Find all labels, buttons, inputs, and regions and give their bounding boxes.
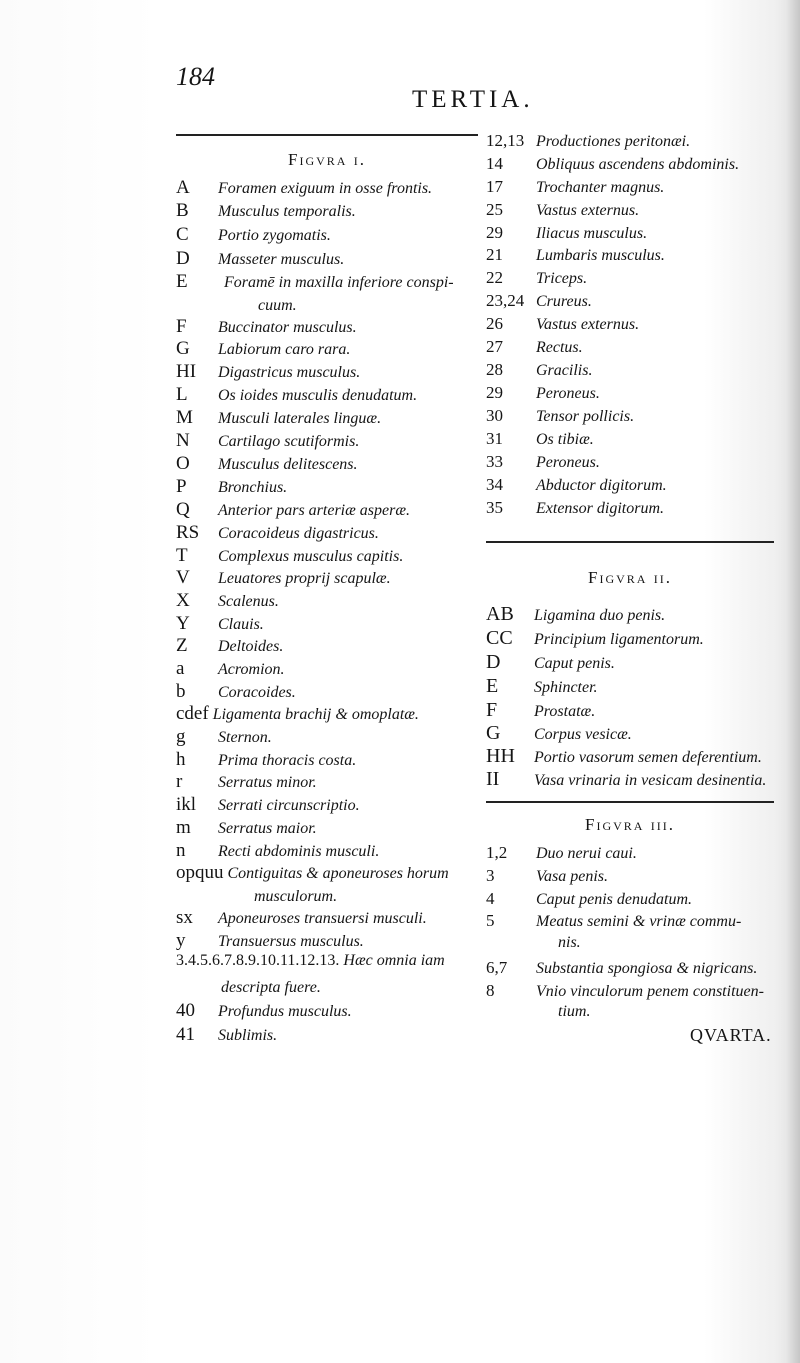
entry-continuation: nis. <box>558 934 581 951</box>
legend-entry <box>176 316 357 338</box>
entry-text: Masseter musculus. <box>218 251 345 268</box>
entry-label: 8 <box>486 981 495 1000</box>
legend-entry <box>176 771 317 793</box>
entry-label: F <box>176 316 187 337</box>
entry-label: 4 <box>486 889 495 908</box>
entry-continuation: cuum. <box>258 297 297 314</box>
entry-text: Prima thoracis costa. <box>218 752 357 769</box>
legend-entry <box>176 407 381 429</box>
entry-text: Portio zygomatis. <box>218 227 331 244</box>
legend-entry <box>486 911 741 931</box>
entry-label: 29 <box>486 383 503 402</box>
legend-entry <box>486 337 583 357</box>
legend-entry <box>176 430 359 452</box>
legend-entry <box>486 131 690 151</box>
entry-label: 30 <box>486 406 503 425</box>
legend-entry <box>486 745 762 768</box>
entry-text: Profundus musculus. <box>218 1003 352 1020</box>
legend-entry <box>486 889 692 909</box>
legend-entry <box>176 635 283 657</box>
entry-text: Coracoideus digastricus. <box>218 525 379 542</box>
figura-3-rule <box>486 801 774 803</box>
legend-entry <box>176 545 403 567</box>
legend-entry <box>486 843 637 863</box>
entry-text: Serrati circunscriptio. <box>218 797 360 814</box>
legend-entry <box>486 360 592 380</box>
entry-text: Substantia spongiosa & nigricans. <box>536 960 758 977</box>
legend-entry <box>176 930 364 952</box>
entry-label: a <box>176 658 185 679</box>
legend-entry <box>486 200 639 220</box>
legend-entry <box>176 749 356 771</box>
entry-label: 35 <box>486 498 503 517</box>
entry-label: 31 <box>486 429 503 448</box>
entry-label: 23,24 <box>486 291 525 310</box>
entry-label: ikl <box>176 794 197 815</box>
legend-entry <box>176 200 356 222</box>
legend-entry <box>486 651 615 674</box>
legend-entry <box>486 958 757 978</box>
entry-label: 1,2 <box>486 843 508 862</box>
entry-text: Corpus vesicæ. <box>534 726 632 743</box>
entry-label: m <box>176 817 191 838</box>
entry-label: 5 <box>486 911 495 930</box>
catchword: QVARTA. <box>690 1025 772 1045</box>
legend-entry <box>176 952 445 970</box>
entry-text: Peroneus. <box>536 385 600 402</box>
entry-text: Gracilis. <box>536 362 593 379</box>
legend-entry <box>486 314 639 334</box>
entry-text: Trochanter magnus. <box>536 179 665 196</box>
legend-entry <box>486 406 634 426</box>
entry-text: Peroneus. <box>536 454 600 471</box>
entry-text: Deltoides. <box>218 638 284 655</box>
entry-label: L <box>176 384 188 405</box>
entry-label: 26 <box>486 314 503 333</box>
entry-label: HI <box>176 361 197 382</box>
entry-text: Vastus externus. <box>536 316 640 333</box>
entry-label: V <box>176 567 190 588</box>
entry-text: Obliquus ascendens abdominis. <box>536 156 740 173</box>
entry-text: Musculus temporalis. <box>218 203 356 220</box>
entry-label: y <box>176 930 186 951</box>
left-top-rule <box>176 134 478 136</box>
entry-text: Portio vasorum semen deferentium. <box>534 749 762 766</box>
entry-text: Transuersus musculus. <box>218 933 364 950</box>
legend-entry <box>486 268 587 288</box>
entry-label: O <box>176 453 190 474</box>
entry-text: Prostatæ. <box>534 703 596 720</box>
entry-text: Leuatores proprij scapulæ. <box>218 570 391 587</box>
entry-text: Vasa vrinaria in vesicam desinentia. <box>534 772 767 789</box>
legend-entry <box>176 567 391 589</box>
legend-entry <box>486 452 600 472</box>
entry-text: Clauis. <box>218 616 264 633</box>
entry-label: G <box>176 338 190 359</box>
entry-label: 6,7 <box>486 958 508 977</box>
entry-label: Z <box>176 635 188 656</box>
entry-text: Anterior pars arteriæ asperæ. <box>218 502 411 519</box>
figura-1-title: Figvra i. <box>288 150 366 169</box>
entry-continuation: musculorum. <box>254 888 338 905</box>
entry-label: N <box>176 430 190 451</box>
entry-text: Labiorum caro rara. <box>218 341 351 358</box>
legend-entry <box>176 499 410 521</box>
entry-text: Vastus externus. <box>536 202 640 219</box>
legend-entry <box>486 722 632 745</box>
entry-label: r <box>176 771 183 792</box>
entry-text: Foramen exiguum in osse frontis. <box>218 180 433 197</box>
entry-text: Rectus. <box>536 339 583 356</box>
entry-label: II <box>486 768 500 790</box>
legend-entry <box>486 223 647 243</box>
entry-text: Crureus. <box>536 293 592 310</box>
running-head: TERTIA. <box>412 86 534 113</box>
entry-text: Iliacus musculus. <box>536 225 648 242</box>
entry-label: opquu <box>176 862 224 883</box>
legend-entry <box>176 224 331 246</box>
legend-entry <box>176 453 358 475</box>
entry-label: E <box>486 675 499 697</box>
entry-label: Y <box>176 613 190 634</box>
legend-entry <box>176 862 449 884</box>
figura-3-title: Figvra iii. <box>585 815 675 834</box>
entry-text: Buccinator musculus. <box>218 319 357 336</box>
entry-label: CC <box>486 627 513 649</box>
entry-label: n <box>176 840 186 861</box>
entry-text: Ligamina duo penis. <box>534 607 666 624</box>
entry-text: Serratus maior. <box>218 820 317 837</box>
entry-label: E <box>176 271 188 292</box>
entry-text: Aponeuroses transuersi musculi. <box>218 910 427 927</box>
legend-entry <box>176 1000 352 1022</box>
legend-entry <box>176 1024 277 1046</box>
legend-entry <box>486 429 594 449</box>
entry-text: Meatus semini & vrinæ commu- <box>536 913 742 930</box>
legend-entry <box>176 338 350 360</box>
entry-text: Sublimis. <box>218 1027 278 1044</box>
entry-label: cdef <box>176 703 209 724</box>
entry-label: 41 <box>176 1024 195 1045</box>
legend-entry <box>176 476 287 498</box>
legend-entry <box>176 840 379 862</box>
entry-text: Lumbaris musculus. <box>536 247 665 264</box>
entry-label: 12,13 <box>486 131 525 150</box>
entry-label: B <box>176 200 189 221</box>
entry-label: h <box>176 749 186 770</box>
legend-entry <box>176 726 272 748</box>
entry-label: 3.4.5.6.7.8.9.10.11.12.13. <box>176 952 340 969</box>
entry-label: HH <box>486 745 515 767</box>
legend-entry <box>176 177 432 199</box>
legend-entry <box>176 794 360 816</box>
entry-text: Sphincter. <box>534 679 598 696</box>
entry-label: 34 <box>486 475 503 494</box>
entry-label: sx <box>176 907 193 928</box>
entry-text: Scalenus. <box>218 593 279 610</box>
entry-text: Digastricus musculus. <box>218 364 361 381</box>
legend-entry <box>176 271 454 293</box>
entry-label: D <box>486 651 501 673</box>
page-edge-shadow <box>786 0 800 1363</box>
legend-entry <box>486 627 704 650</box>
legend-entry <box>486 675 598 698</box>
entry-label: A <box>176 177 190 198</box>
legend-entry <box>486 866 608 886</box>
entry-text: Ligamenta brachij & omoplatæ. <box>212 706 419 723</box>
legend-entry <box>486 291 592 311</box>
figura-2-rule <box>486 541 774 543</box>
entry-label: 25 <box>486 200 503 219</box>
entry-label: 27 <box>486 337 503 356</box>
entry-text: Musculi laterales linguæ. <box>218 410 382 427</box>
entry-text: Caput penis denudatum. <box>536 891 692 908</box>
entry-label: G <box>486 722 501 744</box>
legend-entry <box>176 361 360 383</box>
entry-label: 40 <box>176 1000 195 1021</box>
entry-text: Foramē in maxilla inferiore conspi- <box>224 274 454 291</box>
entry-label: F <box>486 699 498 721</box>
page-number: 184 <box>176 62 215 91</box>
entry-label: X <box>176 590 190 611</box>
entry-label: 21 <box>486 245 503 264</box>
entry-text: Serratus minor. <box>218 774 317 791</box>
figura-2-title: Figvra ii. <box>588 568 672 587</box>
entry-text: Contiguitas & aponeuroses horum <box>227 865 449 882</box>
legend-entry <box>486 498 664 518</box>
entry-label: 28 <box>486 360 503 379</box>
entry-label: RS <box>176 522 200 543</box>
legend-entry <box>176 658 285 680</box>
legend-entry <box>486 154 739 174</box>
entry-text: Bronchius. <box>218 479 288 496</box>
legend-entry <box>176 907 427 929</box>
entry-text: Vnio vinculorum penem constituen- <box>536 983 764 1000</box>
entry-text: Coracoides. <box>218 684 296 701</box>
legend-entry <box>176 681 296 703</box>
entry-text: Duo nerui caui. <box>536 845 637 862</box>
entry-label: M <box>176 407 193 428</box>
entry-text: Caput penis. <box>534 655 615 672</box>
entry-text: Os tibiæ. <box>536 431 594 448</box>
entry-text: Cartilago scutiformis. <box>218 433 360 450</box>
entry-text: Os ioides musculis denudatum. <box>218 387 418 404</box>
entry-label: 33 <box>486 452 503 471</box>
entry-text: Principium ligamentorum. <box>534 631 704 648</box>
legend-entry <box>176 248 344 270</box>
entry-text: Triceps. <box>536 270 588 287</box>
entry-label: 14 <box>486 154 503 173</box>
entry-text: Acromion. <box>218 661 285 678</box>
entry-label: T <box>176 545 188 566</box>
legend-entry <box>176 384 417 406</box>
entry-label: AB <box>486 603 514 625</box>
legend-entry <box>486 768 766 791</box>
entry-text: Complexus musculus capitis. <box>218 548 404 565</box>
legend-entry <box>176 522 379 544</box>
entry-label: C <box>176 224 189 245</box>
entry-text: Extensor digitorum. <box>536 500 664 517</box>
entry-label: 22 <box>486 268 503 287</box>
legend-entry <box>176 703 419 725</box>
legend-entry <box>176 590 279 612</box>
entry-label: Q <box>176 499 190 520</box>
entry-text: Hæc omnia iam <box>343 952 445 969</box>
legend-entry <box>486 699 595 722</box>
legend-entry <box>486 603 665 626</box>
legend-entry <box>176 613 264 635</box>
entry-label: 17 <box>486 177 503 196</box>
entry-label: P <box>176 476 187 497</box>
entry-continuation: descripta fuere. <box>221 979 321 996</box>
legend-entry <box>486 475 667 495</box>
entry-text: Sternon. <box>218 729 272 746</box>
entry-label: b <box>176 681 186 702</box>
entry-text: Musculus delitescens. <box>218 456 358 473</box>
entry-label: 29 <box>486 223 503 242</box>
entry-continuation: tium. <box>558 1003 591 1020</box>
entry-text: Abductor digitorum. <box>536 477 667 494</box>
legend-entry <box>486 981 764 1001</box>
legend-entry <box>486 245 665 265</box>
entry-text: Tensor pollicis. <box>536 408 635 425</box>
entry-text: Vasa penis. <box>536 868 608 885</box>
entry-label: D <box>176 248 190 269</box>
legend-entry <box>486 383 600 403</box>
entry-label: 3 <box>486 866 495 885</box>
legend-entry <box>176 817 317 839</box>
entry-text: Productiones peritonæi. <box>536 133 691 150</box>
entry-label: g <box>176 726 186 747</box>
legend-entry <box>486 177 664 197</box>
entry-text: Recti abdominis musculi. <box>218 843 380 860</box>
